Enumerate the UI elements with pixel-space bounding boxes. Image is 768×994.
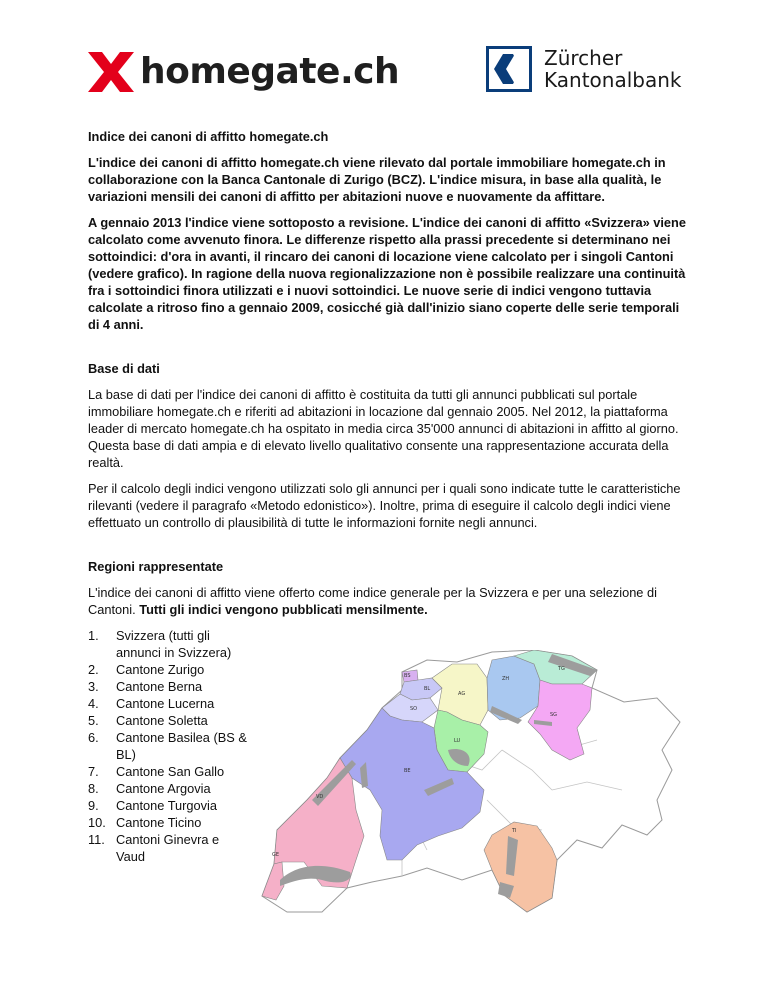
regions-list <box>88 627 248 865</box>
list-item: 8. Cantone Argovia <box>88 781 211 796</box>
list-item: 9. Cantone Turgovia <box>88 798 218 813</box>
intro-paragraph-1: L'indice dei canoni di affitto homegate.ch viene rilevato dal portale immobiliare homegate.ch in collaborazione con la Banca Cantonale di Zurigo (BCZ). L'indice misura, in base alla qualità, le variazioni mensili dei canoni di affitto per abitazioni nuove e nuovamente da affittare. <box>88 155 666 204</box>
map-label-zh: ZH <box>502 676 510 682</box>
base-paragraph-1: La base di dati per l'indice dei canoni di affitto è costituita da tutti gli annunci pubblicati sul portale immobiliare homegate.ch e riferiti ad abitazioni in locazione dal gennaio 2005. Nel 2012, la piattaforma leader di mercato homegate.ch ha ospitato in media circa 35'000 annunci di abitazioni in affitto al giorno. Questa base di dati ampia e di elevato livello qualitativo consente una rappresentazione accurata della realtà. <box>88 387 679 470</box>
zkb-logo <box>486 46 681 92</box>
regions-paragraph-normal: L'indice dei canoni di affitto viene offerto come indice generale per la Svizzera e per una selezione di Cantoni. <box>88 585 657 617</box>
map-label-ti: TI <box>512 828 517 834</box>
zkb-emblem-icon <box>486 46 532 92</box>
map-label-be: BE <box>404 768 411 774</box>
list-item: 10. Cantone Ticino <box>88 815 202 830</box>
list-item: 4. Cantone Lucerna <box>88 696 215 711</box>
map-label-bs: BS <box>404 673 411 679</box>
list-item: 7. Cantone San Gallo <box>88 764 225 779</box>
homegate-logo <box>88 48 399 96</box>
homegate-logo-text: homegate.ch <box>140 51 400 92</box>
map-label-lu: LU <box>454 738 461 744</box>
map-label-ge: GE <box>272 852 280 858</box>
list-item: 1. Svizzera (tutti gli annunci in Svizzera) <box>88 628 232 660</box>
list-item: 3. Cantone Berna <box>88 679 203 694</box>
list-item: 11. Cantoni Ginevra e Vaud <box>88 832 220 864</box>
map-label-so: SO <box>410 706 418 712</box>
zkb-logo-line1: Zürcher <box>544 46 623 70</box>
map-label-vd: VD <box>316 794 324 800</box>
map-label-sg: SG <box>550 712 558 718</box>
homegate-x-icon <box>88 52 134 92</box>
regions-paragraph <box>88 584 688 618</box>
list-item: 6. Cantone Basilea (BS & BL) <box>88 730 247 762</box>
list-item: 2. Cantone Zurigo <box>88 662 205 677</box>
base-paragraph-2: Per il calcolo degli indici vengono utilizzati solo gli annunci per i quali sono indicate tutte le caratteristiche rilevanti (vedere il paragrafo «Metodo edonistico»). Inoltre, prima di eseguire il calcolo degli indici viene effettuato un controllo di plausibilità di tutte le informazioni fornite negli annunci. <box>88 481 681 530</box>
map-label-ag: AG <box>458 691 466 697</box>
map-label-tg: TG <box>558 666 565 672</box>
regions-paragraph-bold: Tutti gli indici vengono pubblicati mensilmente. <box>139 602 428 617</box>
regions-title: Regioni rappresentate <box>88 559 224 574</box>
zkb-logo-line2: Kantonalbank <box>544 68 682 92</box>
list-item: 5. Cantone Soletta <box>88 713 208 728</box>
base-title: Base di dati <box>88 361 160 376</box>
switzerland-map-svg <box>252 650 682 925</box>
map-label-bl: BL <box>424 686 431 692</box>
switzerland-map <box>252 650 682 925</box>
intro-title: Indice dei canoni di affitto homegate.ch <box>88 129 329 144</box>
intro-paragraph-2: A gennaio 2013 l'indice viene sottoposto a revisione. L'indice dei canoni di affitto «Svizzera» viene calcolato come avvenuto finora. Le differenze rispetto alla prassi precedente si determinano nei sottoindici: d'ora in avanti, il rincaro dei canoni di locazione viene calcolato per i singoli Cantoni (vedere grafico). In ragione della nuova regionalizzazione non è possibile realizzare una continuità fra i sottoindici finora utilizzati e i nuovi sottoindici. Le nuove serie di indici vengono tuttavia calcolate a ritroso fino a gennaio 2009, cosicché già dall'inizio siano coperte delle serie temporali di 4 anni. <box>88 215 686 332</box>
